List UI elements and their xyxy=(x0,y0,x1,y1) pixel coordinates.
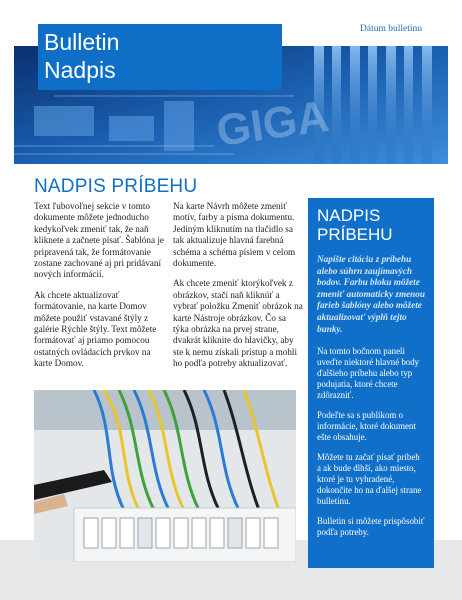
sidebar-panel[interactable] xyxy=(308,198,434,568)
svg-text:GIGA: GIGA xyxy=(213,91,332,156)
sidebar-heading: NADPIS PRÍBEHU xyxy=(317,206,393,244)
story-heading[interactable]: NADPIS PRÍBEHU xyxy=(34,176,198,197)
story-photo[interactable] xyxy=(34,390,296,562)
story-column-2[interactable] xyxy=(173,201,303,379)
story-paragraph: Na karte Návrh môžete zmeniť motív, farby a písma dokumentu. Jediným kliknutím na tlačidlo sa tak aktualizuje hlavná farebná schéma a schéma písiem v celom dokumente. xyxy=(173,201,296,269)
sidebar-paragraph: Podeľte sa s publikom o informácie, ktoré dokument ešte obsahuje. xyxy=(317,410,416,443)
sidebar-paragraph: Bulletin si môžete prispôsobiť podľa potreby. xyxy=(317,516,425,538)
title-line-2: Nadpis xyxy=(44,57,116,83)
bulletin-date[interactable]: Dátum bulletinu xyxy=(360,24,423,34)
story-paragraph: Ak chcete aktualizovať formátovanie, na karte Domov môžete použiť vstavané štýly z galérie Rýchle štýly. Text môžete formátovať aj priamo pomocou ostatných ovládacích prvkov na karte Domov. xyxy=(34,289,157,369)
sidebar-paragraph: Môžete tu začať písať príbeh a ak bude dlhší, ako miesto, ktoré je tu vyhradené, dokončite ho na ďalšej strane bulletinu. xyxy=(317,452,422,507)
title-line-1: Bulletin xyxy=(44,29,120,55)
story-paragraph: Text ľubovoľnej sekcie v tomto dokumente môžete jednoducho kedykoľvek zmeniť tak, že naň kliknete a začnete písať. Šablóna je pripravená tak, že formátovanie zostane zachované aj pri pridávaní nových informácií. xyxy=(34,201,164,280)
story-column-1[interactable] xyxy=(34,201,164,379)
story-paragraph: Ak chcete zmeniť ktorýkoľvek z obrázkov, stačí naň kliknúť a vybrať položku Zmeniť obrázok na karte Nástroje obrázkov. Čo sa týka obrázka na prvej strane, dvakrát kliknite do hlavičky, aby ste k nemu získali prístup a mohli ho podľa potreby aktualizovať. xyxy=(173,278,303,369)
bulletin-title[interactable] xyxy=(38,24,282,90)
sidebar-paragraph: Na tomto bočnom paneli uveďte niektoré hlavné body ďalšieho príbehu alebo typ podujatia, ktoré chcete zdôrazniť. xyxy=(317,346,420,401)
sidebar-quote: Napíšte citáciu z príbehu alebo súhrn zaujímavých bodov. Farbu bloku môžete zmeniť automaticky zmenou farieb šablóny alebo môžete aktualizovať výplň tejto bunky. xyxy=(317,254,425,334)
